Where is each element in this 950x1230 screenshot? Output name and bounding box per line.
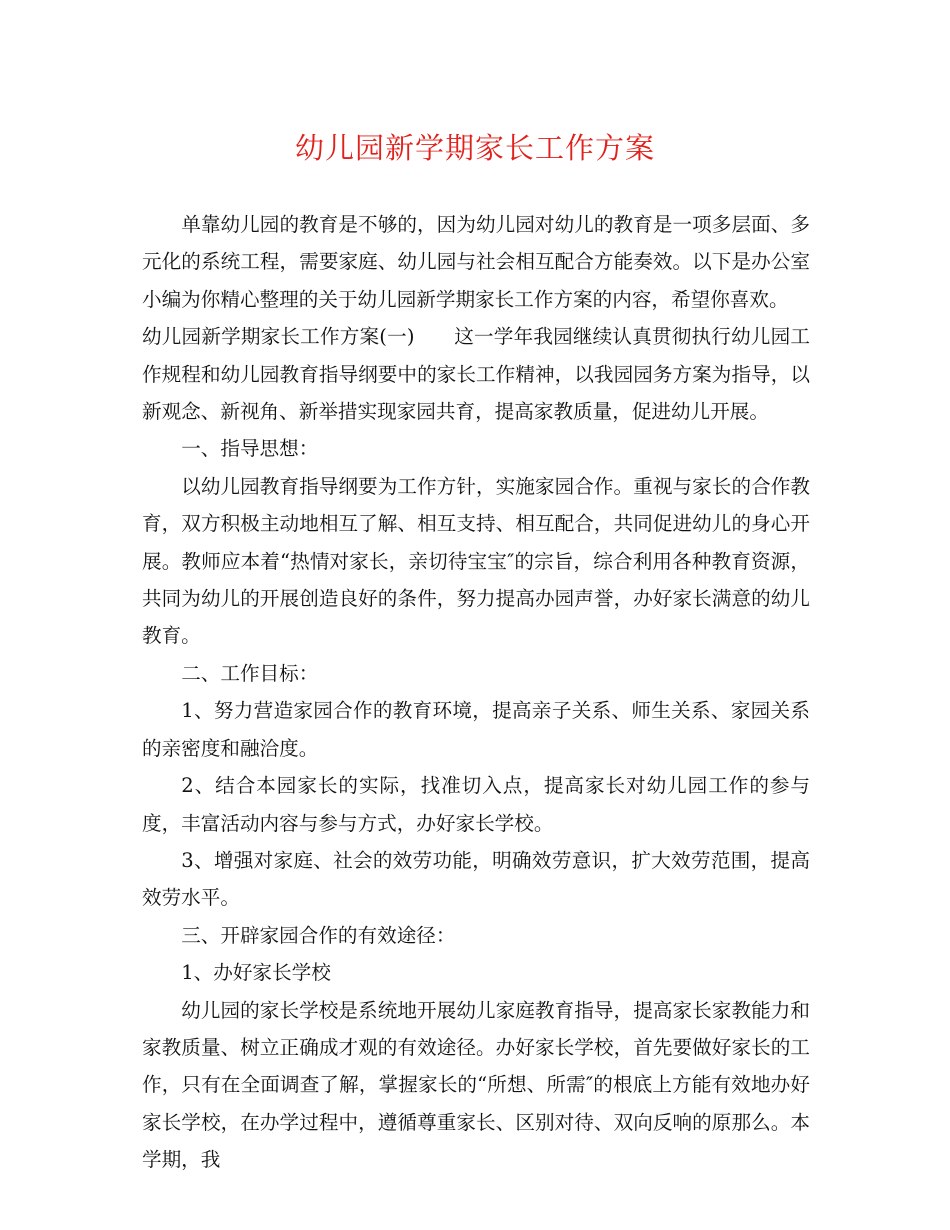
goal-item-2: 2、结合本园家长的实际，找准切入点，提高家长对幼儿园工作的参与度，丰富活动内容与参与方式，办好家长学校。 — [142, 774, 810, 835]
plan-one-paragraph: 幼儿园新学期家长工作方案(一) 这一学年我园继续认真贯彻执行幼儿园工作规程和幼儿园教育指导纲要中的家长工作精神，以我园园务方案为指导，以新观念、新视角、新举措实现家园共育，提高家教质量，促进幼儿开展。 — [142, 325, 810, 424]
subheading-parent-school: 1、办好家长学校 — [181, 961, 331, 985]
intro-paragraph: 单靠幼儿园的教育是不够的，因为幼儿园对幼儿的教育是一项多层面、多元化的系统工程，需要家庭、幼儿园与社会相互配合方能奏效。以下是办公室小编为你精心整理的关于幼儿园新学期家长工作方案的内容，希望你喜欢。 — [142, 213, 810, 311]
section-heading-guiding-thought: 一、指导思想： — [181, 437, 319, 461]
goal-item-3: 3、增强对家庭、社会的效劳功能，明确效劳意识，扩大效劳范围，提高效劳水平。 — [142, 848, 810, 910]
section-heading-work-goals: 二、工作目标： — [181, 661, 319, 685]
guiding-thought-paragraph: 以幼儿园教育指导纲要为工作方针，实施家园合作。重视与家长的合作教育，双方积极主动地相互了解、相互支持、相互配合，共同促进幼儿的身心开展。教师应本着“热情对家长，亲切待宝宝″的宗旨，综合利用各种教育资源，共同为幼儿的开展创造良好的条件，努力提高办园声誉，办好家长满意的幼儿教育。 — [142, 474, 810, 648]
section-heading-cooperation-paths: 三、开辟家园合作的有效途径： — [181, 923, 456, 947]
goal-item-1: 1、努力营造家园合作的教育环境，提高亲子关系、师生关系、家园关系的亲密度和融洽度。 — [142, 699, 810, 760]
parent-school-paragraph: 幼儿园的家长学校是系统地开展幼儿家庭教育指导，提高家长家教能力和家教质量、树立正确成才观的有效途径。办好家长学校，首先要做好家长的工作，只有在全面调查了解，掌握家长的“所想、所需″的根底上方能有效地办好家长学校，在办学过程中，遵循尊重家长、区别对待、双向反响的原那么。本学期，我 — [142, 998, 810, 1172]
document-body — [142, 206, 810, 1179]
document-title: 幼儿园新学期家长工作方案 — [294, 131, 655, 165]
